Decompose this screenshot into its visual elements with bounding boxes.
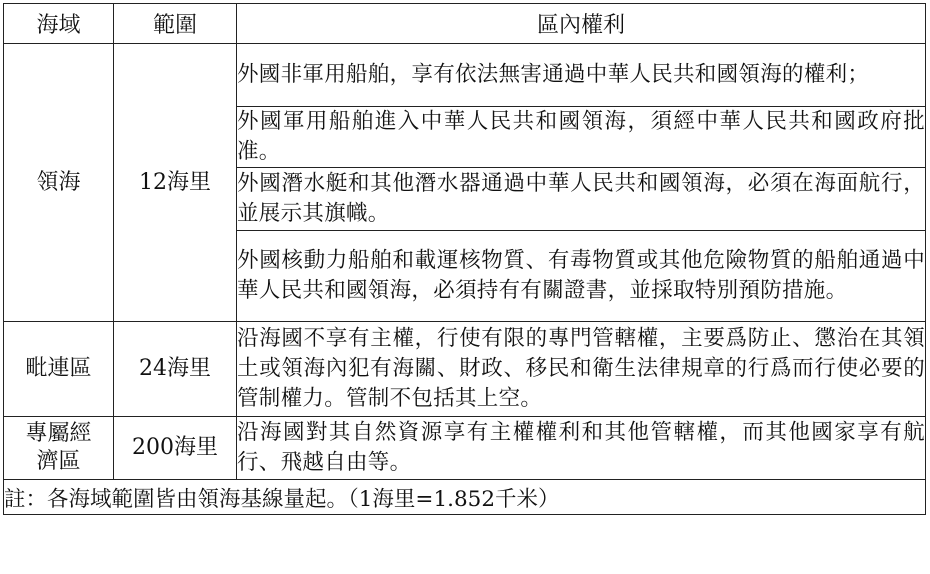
header-rights: 區內權利 xyxy=(237,4,926,44)
footnote: 註：各海域範圍皆由領海基線量起。（1海里=1.852千米） xyxy=(4,480,926,515)
zone-cell: 毗連區 xyxy=(4,322,114,417)
rights-cell: 外國非軍用船舶，享有依法無害通過中華人民共和國領海的權利； xyxy=(237,44,926,107)
zone-cell: 專屬經濟區 xyxy=(4,417,114,480)
zone-cell: 領海 xyxy=(4,44,114,322)
header-row xyxy=(4,4,926,44)
header-zone: 海域 xyxy=(4,4,114,44)
rights-cell: 沿海國對其自然資源享有主權權利和其他管轄權，而其他國家享有航行、飛越自由等。 xyxy=(237,417,926,480)
table-row xyxy=(4,417,926,480)
rights-cell: 外國軍用船舶進入中華人民共和國領海，須經中華人民共和國政府批准。 xyxy=(237,107,926,168)
rights-cell: 外國潛水艇和其他潛水器通過中華人民共和國領海，必須在海面航行，並展示其旗幟。 xyxy=(237,168,926,231)
range-cell: 24海里 xyxy=(114,322,237,417)
header-range: 範圍 xyxy=(114,4,237,44)
range-cell: 12海里 xyxy=(114,44,237,322)
rights-cell: 外國核動力船舶和載運核物質、有毒物質或其他危險物質的船舶通過中華人民共和國領海，必須持有有關證書，並採取特別預防措施。 xyxy=(237,231,926,322)
table-row xyxy=(4,44,926,107)
note-row xyxy=(4,480,926,515)
rights-cell: 沿海國不享有主權，行使有限的專門管轄權，主要爲防止、懲治在其領土或領海內犯有海關、財政、移民和衛生法律規章的行爲而行使必要的管制權力。管制不包括其上空。 xyxy=(237,322,926,417)
table-row xyxy=(4,322,926,417)
maritime-zones-table xyxy=(3,3,926,515)
range-cell: 200海里 xyxy=(114,417,237,480)
